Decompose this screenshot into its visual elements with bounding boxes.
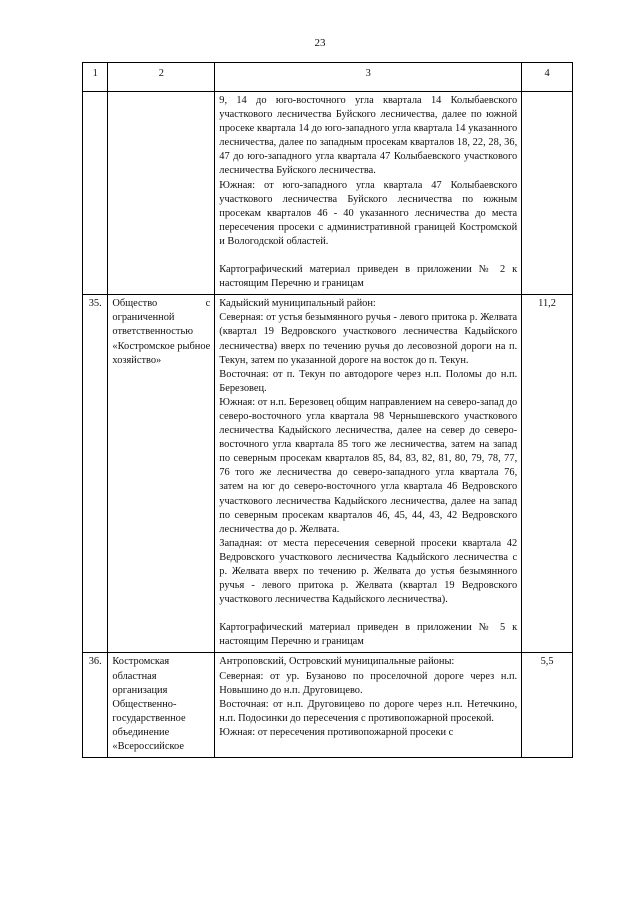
header-col-1: 1 (83, 63, 108, 92)
boundary-description-cell (215, 295, 522, 653)
area-value: 11,2 (522, 295, 573, 653)
table-row (83, 653, 573, 758)
row-number: 36. (83, 653, 108, 758)
area-cell (522, 92, 573, 295)
boundary-paragraph: 9, 14 до юго-восточного угла квартала 14 Колыбаевского участкового лесничества Буйского лесничества, далее по южной просеке квартала 14 до юго-западного угла квартала 14 указанного лесничества, далее по западным просекам кварталов 18, 22, 28, 36, 47 до юго-западного угла квартала 47 Колыбаевского участкового лесничества Буйского лесничества. (219, 95, 518, 177)
boundary-paragraph: Южная: от н.п. Березовец общим направлением на северо-запад до северо-восточного угла квартала 98 Чернышевского участкового лесничества Кадыйского лесничества, далее на север до северо-восточного угла квартала 85 того же лесничества, затем на запад по северным просекам кварталов 85, 84, 83, 82, 81, 80, 79, 78, 77, 76 того же лесничества до северо-западного угла квартала 76, затем на юг до северо-восточного угла квартала 46 Ведровского участкового лесничества Кадыйского лесничества, далее на запад по северным просекам кварталов 46, 45, 44, 43, 42 Ведровского лесничества до р. Желвата. (219, 396, 518, 535)
boundary-description-cell (215, 653, 522, 758)
boundary-paragraph: Восточная: от н.п. Друговицево по дороге через н.п. Нетечкино, н.п. Подосинки до пересечения с противопожарной просекой. (219, 698, 518, 724)
area-value: 5,5 (522, 653, 573, 758)
boundary-paragraph: Северная: от устья безымянного ручья - левого притока р. Желвата (квартал 19 Ведровского участкового лесничества Кадыйского лесничества) вверх по течению ручья до лесовозной дороги на п. Текун, затем по указанной дороге на восток до п. Текун. (219, 312, 518, 366)
table-row (83, 295, 573, 653)
boundary-paragraph: Южная: от юго-западного угла квартала 47 Колыбаевского участкового лесничества Буйского лесничества по южным просекам кварталов 46 - 40 указанного лесничества до места пересечения просеки с административной границей Костромской и Вологодской областей. (219, 179, 518, 247)
cartographic-note: Картографический материал приведен в приложении № 5 к настоящим Перечню и границам (219, 622, 518, 648)
table-header-row (83, 63, 573, 92)
boundary-paragraph: Западная: от места пересечения северной просеки квартала 42 Ведровского участкового лесничества Кадыйского лесничества с р. Желвата вверх по течению р. Желвата до устья безымянного ручья - левого притока р. Желвата (квартал 19 Ведровского участкового лесничества Кадыйского лесничества). (219, 537, 518, 606)
boundary-paragraph: Антроповский, Островский муниципальные районы: (219, 656, 455, 668)
header-col-4: 4 (522, 63, 573, 92)
organization-cell (108, 92, 215, 295)
row-number-cell (83, 92, 108, 295)
header-col-2: 2 (108, 63, 215, 92)
cartographic-note: Картографический материал приведен в приложении № 2 к настоящим Перечню и границам (219, 264, 518, 290)
header-col-3: 3 (215, 63, 522, 92)
organization-cell (108, 295, 215, 653)
boundary-paragraph: Северная: от ур. Бузаново по проселочной дороге через н.п. Новышино до н.п. Друговицево. (219, 670, 518, 696)
boundary-paragraph: Южная: от пересечения противопожарной просеки с (219, 726, 454, 738)
boundaries-table (82, 62, 573, 758)
table-row-continuation (83, 92, 573, 295)
row-number: 35. (83, 295, 108, 653)
page-number: 23 (314, 37, 326, 49)
boundary-paragraph: Восточная: от п. Текун по автодороге через н.п. Поломы до н.п. Березовец. (219, 368, 518, 394)
boundary-paragraph: Кадыйский муниципальный район: (219, 298, 376, 310)
organization-name: Общество с ограниченной ответственностью «Костромское рыбное хозяйство» (112, 298, 211, 366)
organization-name: Костромская областная организация Общественно-государственное объединение «Всероссийское (112, 656, 186, 753)
boundary-description-cell (215, 92, 522, 295)
organization-cell (108, 653, 215, 758)
